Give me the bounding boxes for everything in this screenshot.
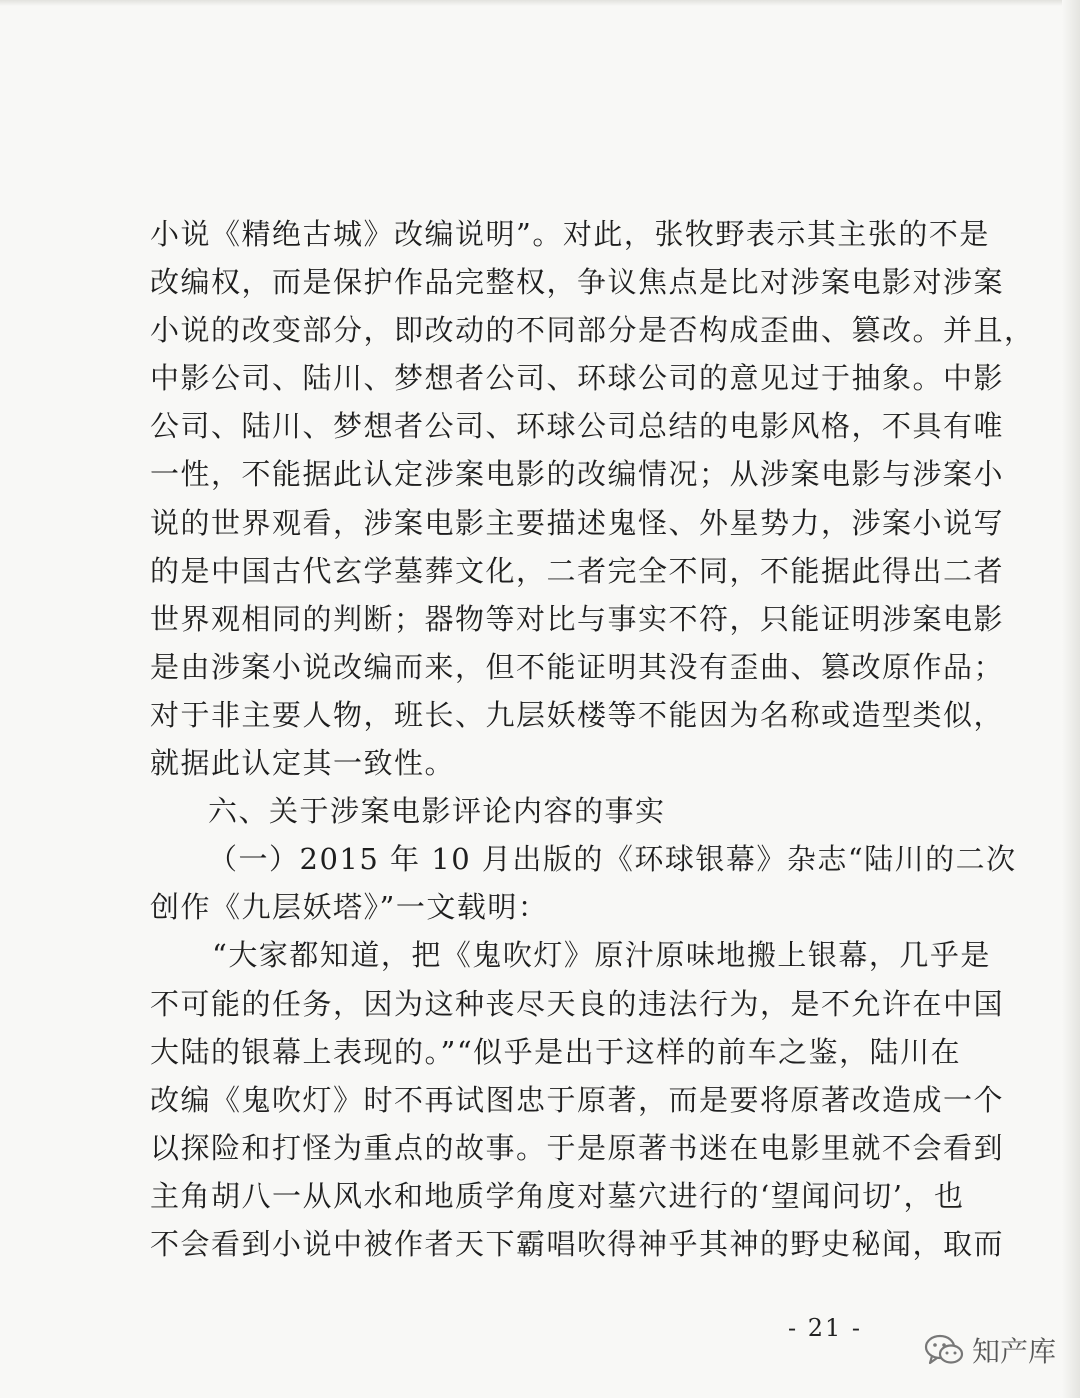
section-heading: 六、关于涉案电影评论内容的事实 bbox=[208, 794, 666, 829]
text-line: 小说的改变部分，即改动的不同部分是否构成歪曲、篡改。并且， bbox=[150, 313, 1035, 348]
text-line: 创作《九层妖塔》”一文载明： bbox=[150, 890, 549, 925]
text-line: 世界观相同的判断；器物等对比与事实不符，只能证明涉案电影 bbox=[150, 601, 1005, 636]
text-line: 公司、陆川、梦想者公司、环球公司总结的电影风格，不具有唯 bbox=[150, 409, 1005, 444]
text-line: “大家都知道，把《鬼吹灯》原汁原味地搬上银幕，几乎是 bbox=[212, 938, 991, 973]
text-line: 就据此认定其一致性。 bbox=[150, 746, 456, 781]
text-line: 不会看到小说中被作者天下霸唱吹得神乎其神的野史秘闻，取而 bbox=[150, 1226, 1005, 1261]
text-line: 一性，不能据此认定涉案电影的改编情况；从涉案电影与涉案小 bbox=[150, 457, 1005, 492]
watermark bbox=[924, 1330, 1056, 1370]
watermark-text: 知产库 bbox=[972, 1335, 1057, 1368]
text-line: 大陆的银幕上表现的。”“似乎是出于这样的前车之鉴，陆川在 bbox=[150, 1034, 962, 1069]
scan-right-edge bbox=[1062, 0, 1080, 1398]
text-line: 主角胡八一从风水和地质学角度对墓穴进行的‘望闻问切’，也 bbox=[150, 1178, 965, 1213]
text-line: 以探险和打怪为重点的故事。于是原著书迷在电影里就不会看到 bbox=[150, 1130, 1005, 1165]
scan-top-edge bbox=[0, 0, 1080, 6]
text-line: （一）2015 年 10 月出版的《环球银幕》杂志“陆川的二次 bbox=[208, 842, 1017, 877]
text-line: 小说《精绝古城》改编说明”。对此，张牧野表示其主张的不是 bbox=[150, 217, 990, 251]
page-number: - 21 - bbox=[787, 1314, 862, 1342]
text-line: 对于非主要人物，班长、九层妖楼等不能因为名称或造型类似， bbox=[150, 697, 1005, 732]
body-text bbox=[150, 210, 1035, 1268]
text-line: 改编权，而是保护作品完整权，争议焦点是比对涉案电影对涉案 bbox=[150, 265, 1005, 300]
text-line: 改编《鬼吹灯》时不再试图忠于原著，而是要将原著改造成一个 bbox=[150, 1082, 1005, 1117]
text-line: 说的世界观看，涉案电影主要描述鬼怪、外星势力，涉案小说写 bbox=[150, 505, 1005, 540]
text-line: 不可能的任务，因为这种丧尽天良的违法行为，是不允许在中国 bbox=[150, 986, 1005, 1021]
text-line: 中影公司、陆川、梦想者公司、环球公司的意见过于抽象。中影 bbox=[150, 361, 1005, 396]
text-line: 是由涉案小说改编而来，但不能证明其没有歪曲、篡改原作品； bbox=[150, 649, 1005, 684]
wechat-icon bbox=[924, 1333, 964, 1367]
text-line: 的是中国古代玄学墓葬文化，二者完全不同，不能据此得出二者 bbox=[150, 553, 1005, 588]
